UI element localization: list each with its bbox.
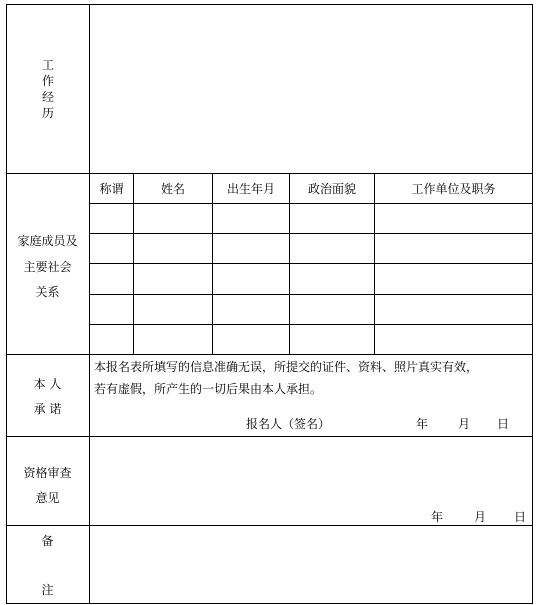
- border-left: [6, 4, 7, 604]
- table-row[interactable]: [90, 325, 532, 354]
- work-history-field[interactable]: [90, 5, 532, 173]
- review-label-line-1: 资格审查: [23, 466, 72, 480]
- border-right: [532, 4, 533, 604]
- pledge-signer-label: 报名人（签名）: [246, 417, 331, 431]
- family-col-header-political: 政治面貌: [307, 182, 356, 196]
- remarks-label-char-2: 注: [41, 583, 54, 597]
- family-table-rows: [90, 204, 532, 354]
- divider-family-pledge: [6, 354, 533, 355]
- table-row[interactable]: [90, 264, 532, 294]
- review-year-label: 年: [431, 510, 444, 524]
- remarks-field[interactable]: [90, 526, 532, 603]
- family-label-line-1: 家庭成员及: [17, 234, 78, 248]
- family-col-header-relation: 称谓: [99, 182, 124, 196]
- pledge-month-label: 月: [458, 417, 471, 431]
- table-row[interactable]: [90, 295, 532, 324]
- application-form-section: [6, 4, 532, 604]
- work-history-char-1: 工: [41, 58, 54, 72]
- pledge-text-line-2: 若有虚假，所产生的一切后果由本人承担。: [94, 382, 323, 396]
- family-col-header-name: 姓名: [160, 182, 185, 196]
- pledge-label-line-1: 本 人: [33, 377, 62, 391]
- family-label-line-3: 关系: [35, 285, 60, 299]
- work-history-label: [40, 58, 56, 120]
- work-history-char-2: 作: [41, 74, 54, 88]
- pledge-text-line-1: 本报名表所填写的信息准确无误，所提交的证件、资料、照片真实有效，: [94, 360, 479, 374]
- divider-work-family: [6, 173, 533, 174]
- work-history-char-3: 经: [41, 90, 54, 104]
- table-row[interactable]: [90, 204, 532, 233]
- review-opinion-field[interactable]: [90, 437, 532, 509]
- pledge-day-label: 日: [497, 417, 510, 431]
- review-day-label: 日: [514, 510, 527, 524]
- review-label-line-2: 意见: [35, 491, 60, 505]
- pledge-label-line-2: 承 诺: [33, 402, 62, 416]
- remarks-label-char-1: 备: [41, 534, 54, 548]
- family-label-line-2: 主要社会: [23, 260, 72, 274]
- review-month-label: 月: [474, 510, 487, 524]
- border-bottom: [6, 603, 533, 604]
- pledge-year-label: 年: [416, 417, 429, 431]
- family-col-header-birth: 出生年月: [226, 182, 275, 196]
- family-col-header-employer: 工作单位及职务: [411, 182, 496, 196]
- work-history-char-4: 历: [41, 106, 54, 120]
- table-row[interactable]: [90, 234, 532, 263]
